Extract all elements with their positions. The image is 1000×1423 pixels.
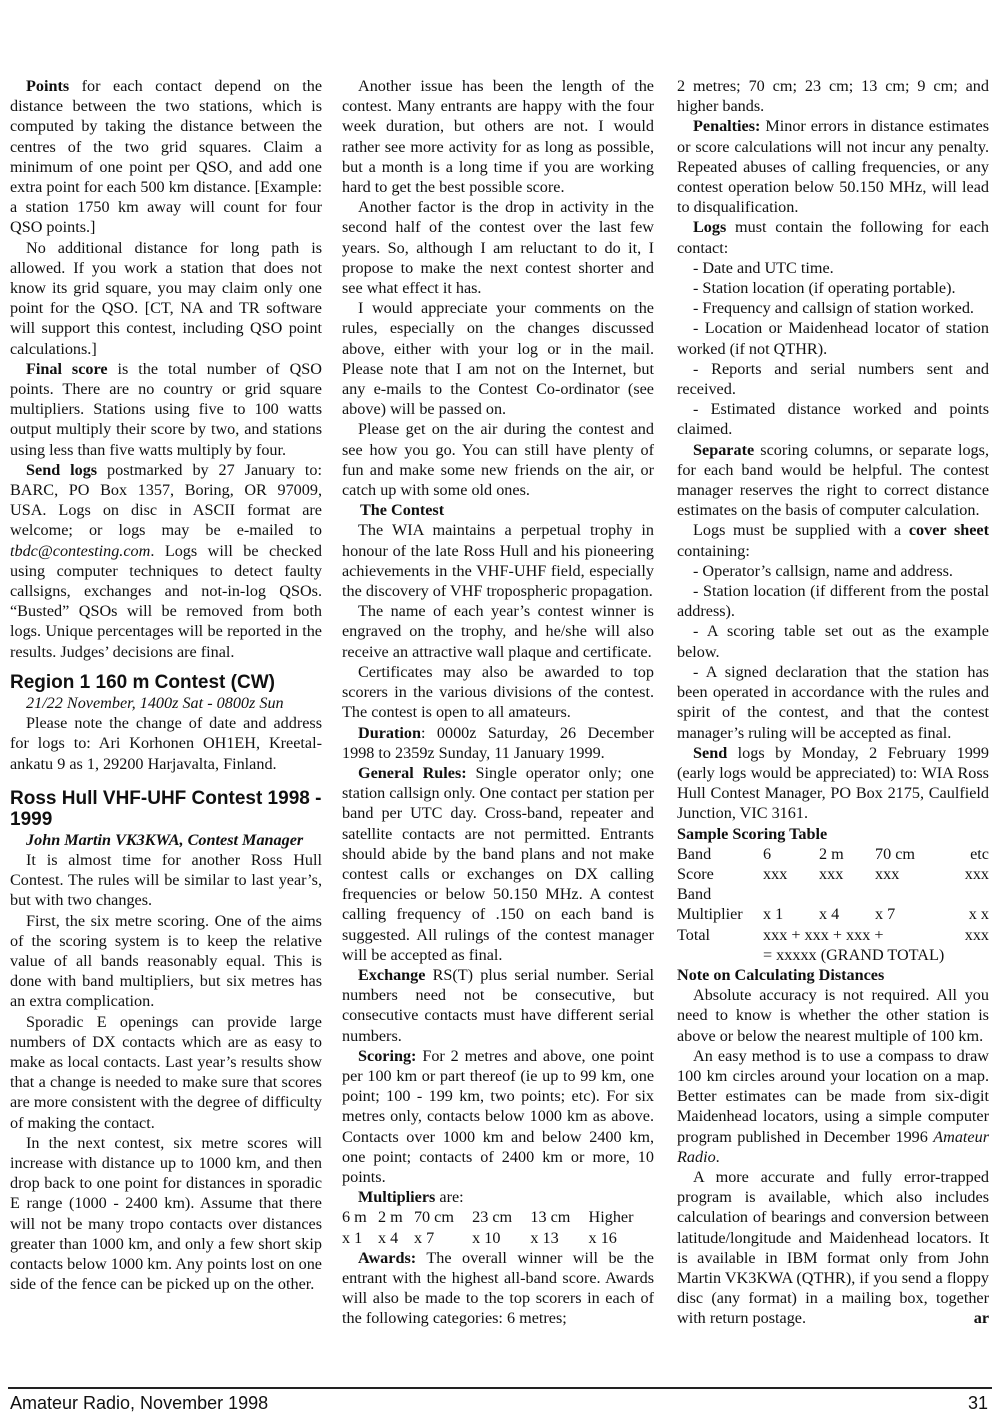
send-lead: Send [693,743,728,762]
send-logs-text-end: . Logs will be checked using computer techniques to detect faulty callsigns, exchanges and not-in-log QSOs. “Busted” QSOs will be removed from both logs. Unique percentages will be reported in the results. Judges’ decisions are final. [10,541,322,661]
email-address: tbdc@contesting.com [10,541,151,560]
the-contest-heading: The Contest [360,501,445,520]
send-logs-paragraph [10,460,322,662]
column-2 [342,76,654,1329]
footer-rule [8,1387,992,1389]
penalties-text: Minor errors in distance estimates or score calculations will not incur any penalty. Repeated abuses of calling frequencies, or any contest operation below 50.150 MHz, will lead to disqualification. [677,117,989,217]
mult-value: x 13 [530,1228,559,1247]
next-contest-paragraph: In the next contest, six metre scores will increase with distance up to 1000 km, and then drop back to one point for distances in sporadic E range (1000 - 2400 km). Assume that there will not be many tropo contacts over distances greater than 1000 km, and only a few short skip contacts below 1000 km. Any points lost on one side of the fence can be picked up on the other. [10,1133,322,1294]
program-text: A more accurate and fully error-trapped program is available, which also includes calculation of bearings and conversion between latitude/longitude and Maidenhead locators. It is available in IBM format only from John Martin VK3KWA (QTHR), if you send a floppy disc (any format) in a mailing box, together with return postage. [677,1167,989,1328]
multipliers-lead: Multipliers [358,1188,436,1207]
scoring-text: For 2 metres and above, one point per 100 km or part thereof (ie up to 99 km, one point; 100 - 199 km, two points; etc). For six metres only, contacts below 1000 km as above. Contacts over 1000 km and below 2400 km, one point; contacts of 2400 km or more, 10 points. [342,1046,654,1186]
sample-table-heading: Sample Scoring Table [677,824,828,843]
mult-band: Higher [588,1208,634,1227]
logs-text: must contain the following for each contact: [677,218,989,257]
region1-heading: Region 1 160 m Contest (CW) [10,671,275,693]
awards-paragraph [342,1248,654,1329]
byline: John Martin VK3KWA, Contest Manager [26,830,304,849]
table-row [677,844,989,864]
scoring-paragraph [342,1046,654,1187]
table-cell: xxx [763,864,788,883]
points-text: for each contact depend on the distance between the two stations, which is computed by taking the distance between the centres of the two grid squares. Claim a minimum of one point per QSO, and add one extra point for each 500 km distance. [Example: a station 1750 km away will count for four QSO points.] [10,77,322,237]
table-cell: Band [677,885,712,904]
table-cell: etc [970,844,989,863]
certificates-paragraph: Certificates may also be awarded to top scorers in the various divisions of the contest. The contest is open to all amateurs. [342,662,654,722]
points-lead: Points [26,77,70,95]
general-rules-lead: General Rules: [358,763,467,782]
table-row [677,904,989,924]
duration-text: : 0000z Saturday, 26 December 1998 to 2359z Sunday, 11 January 1999. [342,723,654,762]
awards-lead: Awards: [358,1248,417,1267]
log-item: - Station location (if operating portable). [693,279,956,298]
send-logs-text: postmarked by 27 January to: BARC, PO Box 1357, Boring, OR 97009, USA. Logs on disc in ASCII format are welcome; or logs may be e-mailed to [10,460,322,540]
mult-value: x 4 [377,1228,399,1247]
grand-total-cell: = xxxxx (GRAND TOTAL) [763,945,945,964]
duration-lead: Duration [358,723,421,742]
column-1 [10,76,322,1294]
final-score-paragraph [10,359,322,460]
trophy-paragraph: The WIA maintains a perpetual trophy in honour of the late Ross Hull and his pioneering achievements in the VHF-UHF field, especially the discovery of VHF tropospheric propagation. [342,521,654,601]
table-cell: 70 cm [875,844,916,863]
awards-text: The overall winner will be the entrant with the highest all-band score. Awards will also be made to the top scorers in each of the following categories: 6 metres; [342,1248,654,1328]
cover-text-end: containing: [677,541,750,560]
cover-item: - Operator’s callsign, name and address. [693,561,953,580]
program-paragraph [677,1167,989,1329]
table-cell: xxx [875,864,900,883]
easy-method-text: An easy method is to use a compass to draw 100 km circles around your location on a map. Better estimates can be made from six-digit Maidenhead locators, using a simple computer program published in December 1996 [677,1046,989,1146]
mult-band: 6 m [342,1208,367,1227]
duration-paragraph [342,723,654,763]
table-cell: Score [677,864,714,883]
logs-paragraph [677,217,989,257]
column-3 [677,76,989,1329]
table-cell: xxx [964,925,989,944]
multipliers-paragraph [342,1187,654,1207]
cover-sheet-bold: cover sheet [908,521,990,540]
cover-item: - A scoring table set out as the example below. [677,622,989,661]
region1-dates: 21/22 November, 1400z Sat - 0800z Sun [26,693,284,712]
separate-paragraph [677,440,989,521]
scoring-lead: Scoring: [358,1046,417,1065]
sporadic-e-paragraph: Sporadic E openings can provide large numbers of DX contacts which are as easy to make as local contacts. Last year’s results show that a change is needed to make sure that scores are more consistent with the degree of difficulty of making the contact. [10,1012,322,1132]
activity-paragraph: Another factor is the drop in activity in the second half of the contest over the last few years. So, although I am reluctant to do it, I propose to make the next contest shorter and see what effect it has. [342,198,654,298]
separate-lead: Separate [693,440,755,459]
region1-paragraph: Please note the change of date and address for logs to: Ari Korhonen OH1EH, Kreetal-ankatu 9 as 1, 29200 Harjavalta, Finland. [10,714,322,773]
final-score-text: is the total number of QSO points. There are no country or grid square multipliers. Stations using five to 100 watts output multiply their score by two, and stations using less than five watts multiply by four. [10,359,322,459]
penalties-paragraph [677,116,989,217]
exchange-paragraph [342,965,654,1046]
log-item: - Estimated distance worked and points claimed. [677,400,989,439]
winner-paragraph: The name of each year’s contest winner is engraved on the trophy, and he/she will also receive an attractive wall plaque and certificate. [342,602,654,661]
points-paragraph [10,76,322,238]
cover-item: - Station location (if different from the postal address). [677,582,989,621]
general-rules-paragraph [342,763,654,965]
log-item: - Date and UTC time. [693,258,834,277]
table-cell: xxx [819,864,844,883]
accuracy-paragraph: Absolute accuracy is not required. All you need to know is whether the other station is above or below the nearest multiple of 100 km. [677,986,989,1045]
rosshull-heading: Ross Hull VHF-UHF Contest 1998 - 1999 [10,787,322,830]
mult-value: x 1 [342,1228,363,1247]
cover-text: Logs must be supplied with a [693,521,909,540]
table-cell: Multiplier [677,905,743,924]
penalties-lead: Penalties: [693,117,761,136]
cover-sheet-paragraph [677,520,989,560]
mult-band: 70 cm [413,1208,454,1227]
footer-publication: Amateur Radio, November 1998 [10,1393,269,1413]
get-on-air-paragraph: Please get on the air during the contest and see how you go. You can still have plenty of fun and make some new friends on the air, or catch up with some old ones. [342,420,654,500]
log-item: - Reports and serial numbers sent and received. [677,359,989,399]
table-cell: xxx + xxx + xxx + [763,925,884,944]
logs-lead: Logs [693,218,727,237]
table-cell: x 4 [819,905,840,924]
mult-value: x 10 [472,1228,501,1247]
table-row [677,884,989,904]
table-cell: x 7 [875,905,896,924]
page-number: 31 [967,1393,988,1413]
end-mark: ar [973,1309,989,1328]
easy-method-end: . [715,1147,720,1166]
table-cell: x x [968,905,989,924]
publication-name: Amateur Radio [677,1127,989,1166]
table-row [677,864,989,884]
rosshull-intro: It is almost time for another Ross Hull Contest. The rules will be similar to last year’s, but with two changes. [10,850,322,910]
table-cell: Band [677,844,712,863]
multipliers-bands-row [342,1207,654,1227]
easy-method-paragraph [677,1046,989,1167]
sample-scoring-table [677,844,989,965]
multipliers-values-row [342,1228,654,1248]
exchange-lead: Exchange [358,965,426,984]
length-paragraph: Another issue has been the length of the contest. Many entrants are happy with the four week duration, but others are not. I would rather see more activity for as long as possible, but a month is a long time if you are working hard to get the best possible score. [342,77,654,197]
six-metre-scoring: First, the six metre scoring. One of the aims of the scoring system is to keep the relative value of all bands reasonably equal. This is done with band multipliers, but six metres has an extra complication. [10,911,322,1011]
exchange-text: RS(T) plus serial number. Serial numbers need not be consecutive, but consecutive contacts must have different serial numbers. [342,965,654,1045]
final-score-lead: Final score [26,359,108,378]
separate-text: scoring columns, or separate logs, for each band would be helpful. The contest manager reserves the right to correct distance estimates on the basis of computer calculation. [677,440,989,520]
log-item: - Frequency and callsign of station worked. [693,299,974,318]
mult-band: 23 cm [472,1208,513,1227]
log-item: - Location or Maidenhead locator of station worked (if not QTHR). [677,319,989,358]
multipliers-text: are: [435,1188,464,1207]
multipliers-table [342,1207,654,1247]
table-cell: x 1 [763,905,784,924]
bands-continuation: 2 metres; 70 cm; 23 cm; 13 cm; 9 cm; and higher bands. [677,77,989,116]
table-cell: Total [677,925,711,944]
send-logs-lead: Send logs [26,460,98,479]
mult-band: 13 cm [530,1208,571,1227]
send-paragraph [677,743,989,824]
cover-item: - A signed declaration that the station has been operated in accordance with the rules and spirit of the contest, and that the contest manager’s ruling will be accepted as final. [677,662,989,742]
table-cell: 2 m [819,844,844,863]
table-row [677,945,989,965]
general-rules-text: Single operator only; one station callsign only. One contact per station per band per UTC day. Cross-band, repeater and satellite contacts are not permitted. Entrants should abide by the band plans and not make contest calls or exchanges on DX calling frequencies or below 50.150 MHz. A contest calling frequency of .150 on each band is suggested. All rulings of the contest manager will be accepted as final. [342,763,654,964]
table-cell: xxx [964,864,989,883]
table-row [677,925,989,945]
comments-paragraph: I would appreciate your comments on the rules, especially on the changes discussed above, either with your log or in the mail. Please note that I am not on the Internet, but any e-mails to the Contest Co-ordinator (see above) will be passed on. [342,299,654,419]
send-text: logs by Monday, 2 February 1999 (early logs would be appreciated) to: WIA Ross Hull Contest Manager, PO Box 2175, Caulfield Junction, VIC 3161. [677,743,989,823]
mult-band: 2 m [377,1208,403,1227]
mult-value: x 16 [588,1228,617,1247]
mult-value: x 7 [413,1228,435,1247]
note-heading: Note on Calculating Distances [677,965,885,984]
long-path-paragraph: No additional distance for long path is allowed. If you work a station that does not know its grid square, you may claim only one point for the QSO. [CT, NA and TR software will support this contest, including QSO point calculations.] [10,238,322,358]
table-cell: 6 [763,844,772,863]
